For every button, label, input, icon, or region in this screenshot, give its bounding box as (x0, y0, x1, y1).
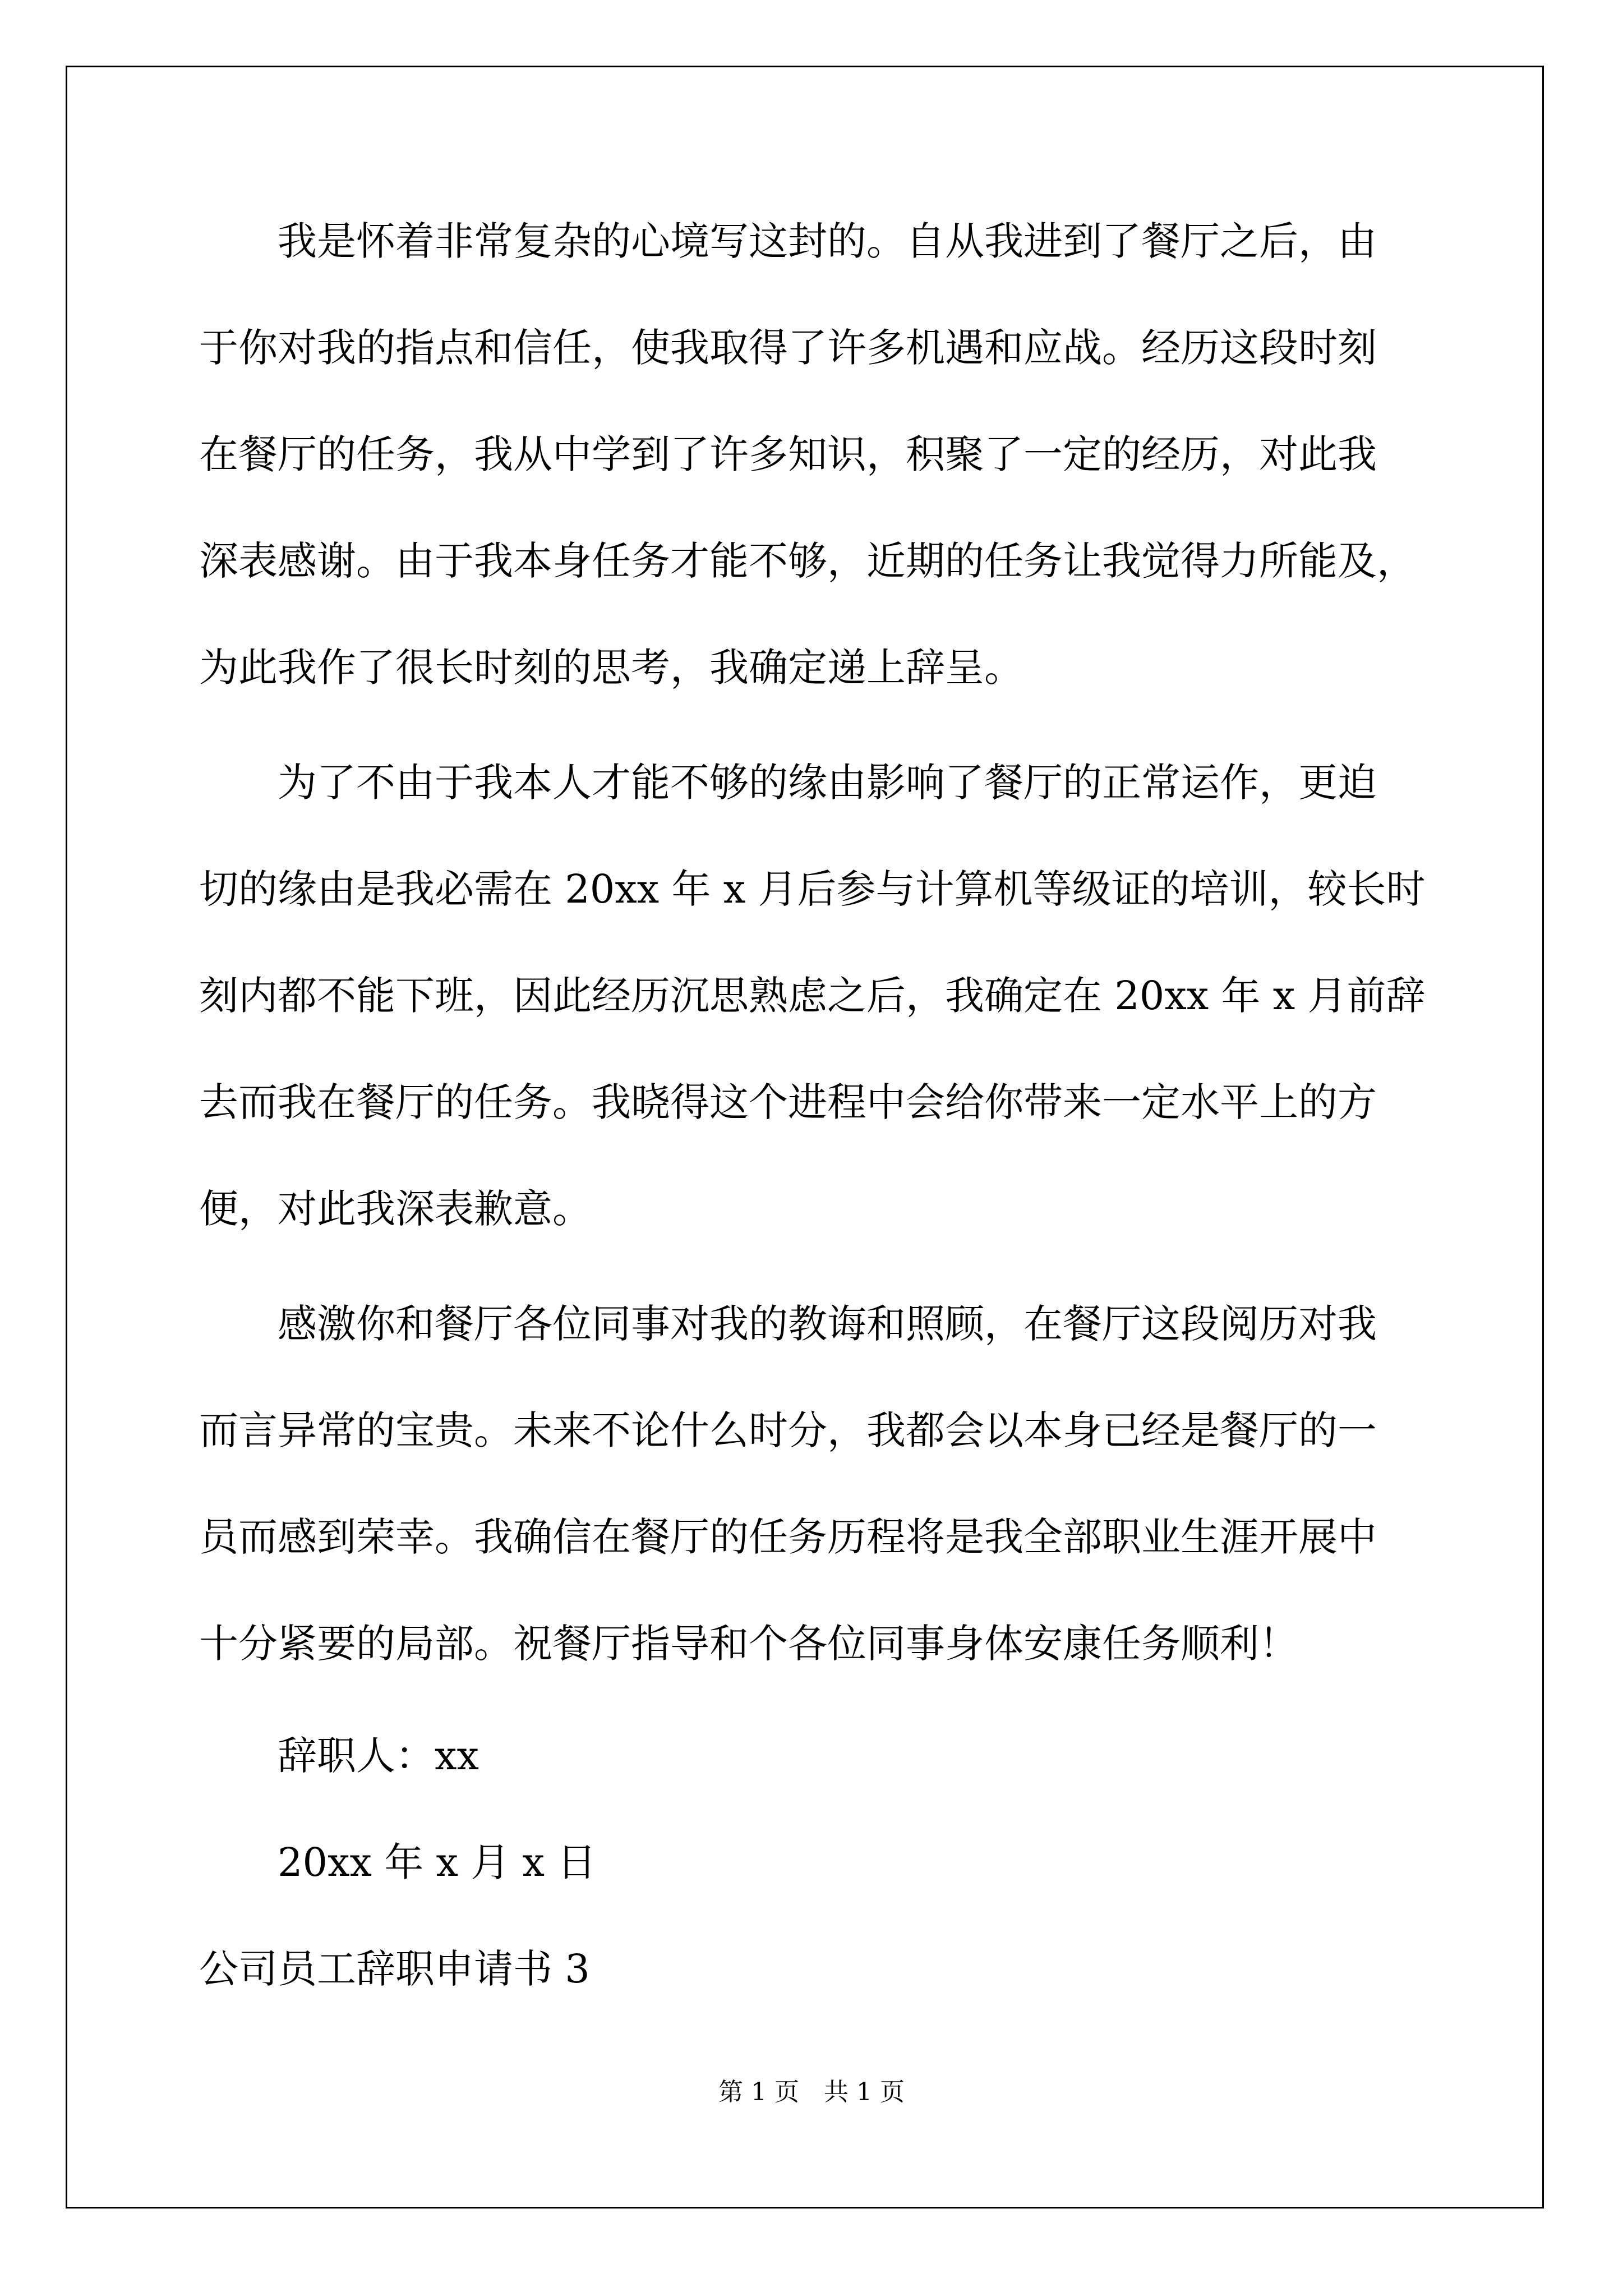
paragraph-1-line-2: 于你对我的指点和信任，使我取得了许多机遇和应战。经历这段时刻 (199, 325, 1377, 371)
paragraph-2-line-4: 去而我在餐厅的任务。我晓得这个进程中会给你带来一定水平上的方 (199, 1079, 1377, 1125)
paragraph-2-line-1: 为了不由于我本人才能不够的缘由影响了餐厅的正常运作，更迫 (278, 760, 1377, 806)
paragraph-1-line-5: 为此我作了很长时刻的思考，我确定递上辞呈。 (199, 645, 1023, 691)
paragraph-1-line-1: 我是怀着非常复杂的心境写这封的。自从我进到了餐厅之后，由 (278, 218, 1377, 264)
page-footer: 第 1 页 共 1 页 (718, 2078, 905, 2106)
signature-line: 辞职人：xx (278, 1733, 479, 1779)
paragraph-3-line-2: 而言异常的宝贵。未来不论什么时分，我都会以本身已经是餐厅的一 (199, 1407, 1377, 1453)
paragraph-2-line-5: 便，对此我深表歉意。 (199, 1186, 592, 1232)
date-line: 20xx 年 x 月 x 日 (278, 1839, 597, 1885)
paragraph-1-line-3: 在餐厅的任务，我从中学到了许多知识，积聚了一定的经历，对此我 (199, 431, 1377, 477)
paragraph-2-line-3: 刻内都不能下班，因此经历沉思熟虑之后，我确定在 20xx 年 x 月前辞 (199, 973, 1426, 1019)
section-heading: 公司员工辞职申请书 3 (199, 1946, 590, 1992)
paragraph-3-line-3: 员而感到荣幸。我确信在餐厅的任务历程将是我全部职业生涯开展中 (199, 1514, 1377, 1560)
paragraph-2-line-2: 切的缘由是我必需在 20xx 年 x 月后参与计算机等级证的培训，较长时 (199, 866, 1426, 912)
paragraph-3-line-1: 感激你和餐厅各位同事对我的教诲和照顾，在餐厅这段阅历对我 (278, 1301, 1377, 1347)
paragraph-3-line-4: 十分紧要的局部。祝餐厅指导和个各位同事身体安康任务顺利！ (199, 1621, 1298, 1667)
paragraph-1-line-4: 深表感谢。由于我本身任务才能不够，近期的任务让我觉得力所能及， (199, 538, 1416, 584)
